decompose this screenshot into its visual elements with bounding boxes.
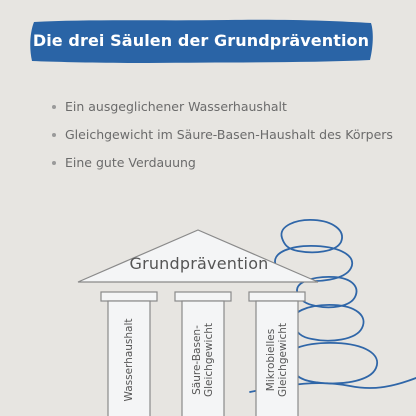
list-item-text: Gleichgewicht im Säure-Basen-Haushalt des Körpers — [65, 127, 393, 142]
list-item-text: Eine gute Verdauung — [65, 155, 196, 170]
pillar-label-water — [123, 318, 135, 401]
pillar-label-line: Gleichgewicht — [277, 322, 289, 398]
list-item-text: Ein ausgeglichener Wasserhaushalt — [65, 99, 287, 114]
pillar-label-line: Gleichgewicht — [203, 322, 215, 398]
pillar-label-line: Säure-Basen- — [191, 325, 203, 395]
pillar-capital-3 — [249, 292, 305, 301]
temple-title: Grundprävention — [129, 254, 269, 273]
pillar-label-acid-base — [191, 323, 215, 397]
pillar-capital-1 — [101, 292, 157, 301]
pillar-label-microbial — [265, 323, 289, 397]
pillar-label-line: Wasserhaushalt — [123, 318, 135, 402]
pillar-label-line: Mikrobielles — [265, 328, 277, 392]
page-title: Die drei Säulen der Grundprävention — [32, 31, 370, 50]
pillar-capital-2 — [175, 292, 231, 301]
